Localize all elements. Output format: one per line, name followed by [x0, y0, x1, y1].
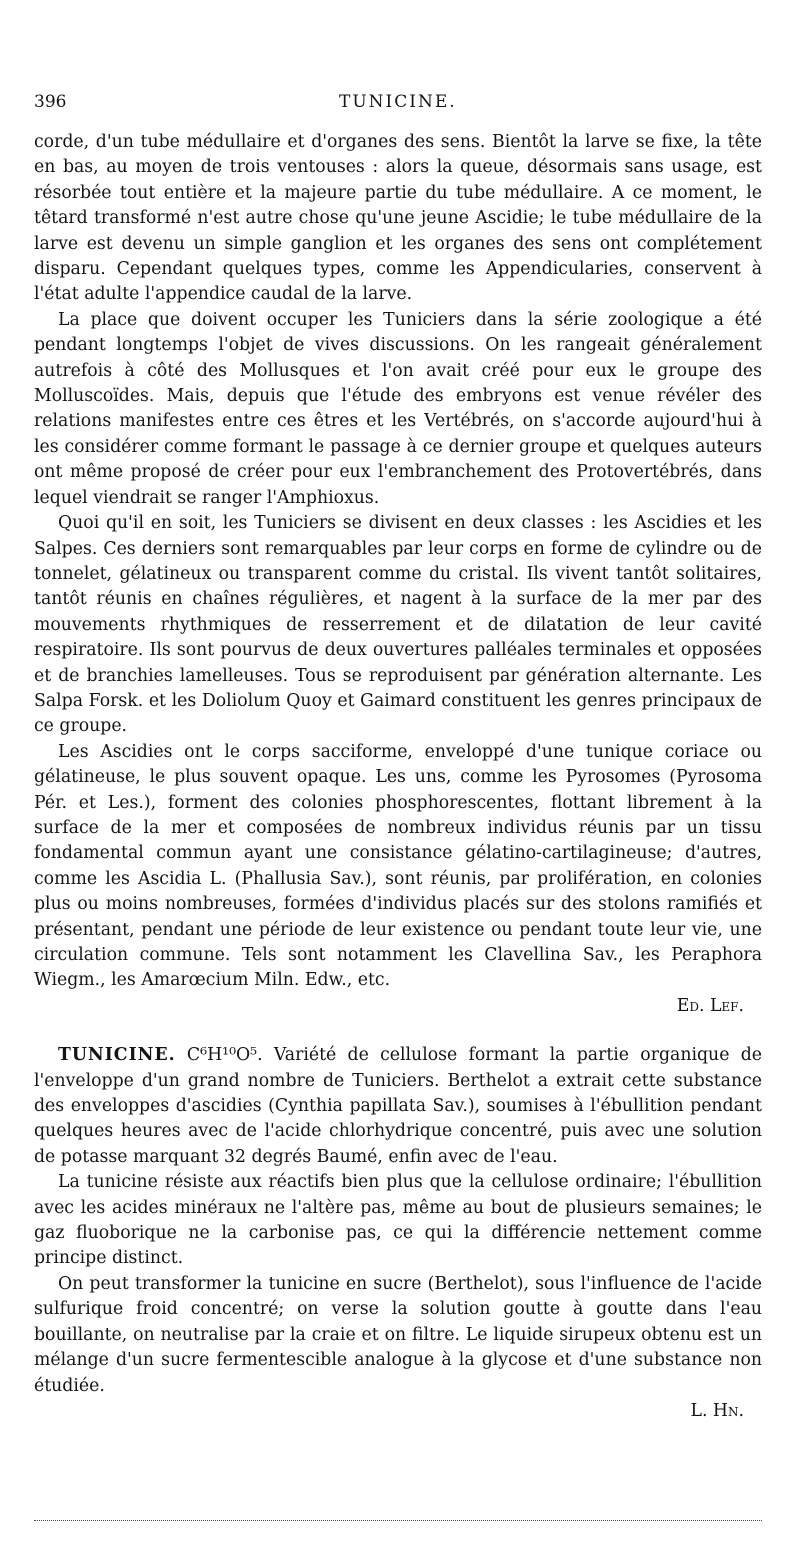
paragraph-classes: Quoi qu'il en soit, les Tuniciers se divisent en deux classes : les Ascidies et les Salpes. Ces derniers sont remarquables par leur corps en forme de cylindre ou de tonnelet, gélatineux ou transparent comme du cristal. Ils vivent tantôt solitaires, tantôt réunis en chaînes régulières, et nagent à la surface de la mer par des mouvements rhythmiques de resserrement et de dilatation de leur cavité respiratoire. Ils sont pourvus de deux ouvertures palléales terminales et opposées et de branchies lamelleuses. Tous se reproduisent par génération alternante. Les Salpa Forsk. et les Doliolum Quoy et Gaimard constituent les genres principaux de ce groupe.	[34, 513, 762, 737]
page-number: 396	[34, 92, 67, 112]
paragraph-ascidies: Les Ascidies ont le corps sacciforme, enveloppé d'une tunique coriace ou gélatineuse, le plus souvent opaque. Les uns, comme les Pyrosomes (Pyrosoma Pér. et Les.), forment des colonies phosphorescentes, flottant librement à la surface de la mer et composées de nombreux individus réunis par un tissu fondamental commun ayant une consistance gélatino-cartilagineuse; d'autres, comme les Ascidia L. (Phallusia Sav.), sont réunis, par prolifération, en colonies plus ou moins nombreuses, formées d'individus placés sur des stolons ramifiés et présentant, pendant une période de leur existence ou pendant toute leur vie, une circulation commune. Tels sont notamment les Clavellina Sav., les Peraphora Wiegm., les Amarœcium Miln. Edw., etc.	[34, 741, 762, 991]
running-title: TUNICINE.	[339, 92, 457, 112]
footer-rule	[34, 1520, 762, 1521]
chemical-formula: C⁶H¹⁰O⁵.	[186, 1045, 263, 1066]
paragraph-place: La place que doivent occuper les Tuniciers dans la série zoologique a été pendant longtemps l'objet de vives discussions. On les rangeait généralement autrefois à côté des Mollusques et l'on avait créé pour eux le groupe des Molluscoïdes. Mais, depuis que l'étude des embryons est venue révéler des relations manifestes entre ces êtres et les Vertébrés, on s'accorde aujourd'hui à les considérer comme formant le passage à ce dernier groupe et quelques auteurs ont même proposé de créer pour eux l'embranchement des Protovertébrés, dans lequel viendrait se ranger l'Amphioxus.	[34, 309, 762, 508]
paragraph-resistance: La tunicine résiste aux réactifs bien plus que la cellulose ordinaire; l'ébullition avec les acides minéraux ne l'altère pas, même au bout de plusieurs semaines; le gaz fluoborique ne la carbonise pas, ce qui la différencie nettement comme principe distinct.	[34, 1172, 762, 1269]
paragraph-sucre: On peut transformer la tunicine en sucre (Berthelot), sous l'influence de l'acide sulfurique froid concentré; on verse la solution goutte à goutte dans l'eau bouillante, on neutralise par la craie et on filtre. Le liquide sirupeux obtenu est un mélange d'un sucre fermentescible analogue à la glycose et d'une substance non étudiée.	[34, 1273, 762, 1396]
paragraph-continuation: corde, d'un tube médullaire et d'organes des sens. Bientôt la larve se fixe, la tête en bas, au moyen de trois ventouses : alors la queue, désormais sans usage, est résorbée tout entière et la majeure partie du tube médullaire. A ce moment, le têtard transformé n'est autre chose qu'une jeune Ascidie; le tube médullaire de la larve est devenu un simple ganglion et les organes des sens ont complétement disparu. Cependant quelques types, comme les Appendicularies, conservent à l'état adulte l'appendice caudal de la larve.	[34, 132, 762, 305]
signature-ed-lef: Ed. Lef.	[676, 995, 744, 1016]
body-text	[34, 130, 762, 1424]
tunicine-entry	[34, 1043, 762, 1170]
signature-l-hn: L. Hn.	[690, 1400, 744, 1421]
tunicine-intro-text: Variété de cellulose formant la partie organique de l'enveloppe d'un grand nombre de Tuniciers. Berthelot a extrait cette substance des enveloppes d'ascidies (Cynthia papillata Sav.), soumises à l'ébullition pendant quelques heures avec de l'acide chlorhydrique concentré, puis avec une solution de potasse marquant 32 degrés Baumé, enfin avec de l'eau.	[34, 1045, 762, 1167]
headword-tunicine: TUNICINE.	[58, 1045, 176, 1066]
running-head	[34, 92, 762, 118]
